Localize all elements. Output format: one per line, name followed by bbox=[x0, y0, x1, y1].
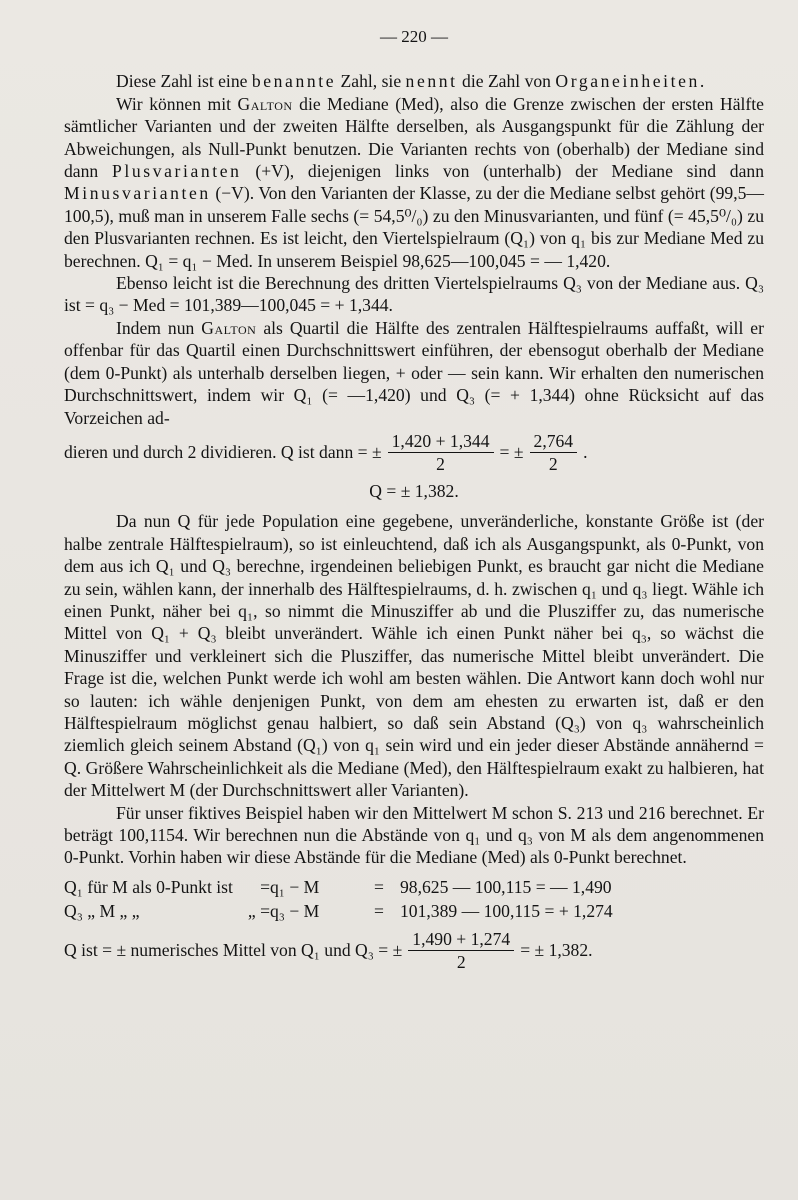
equation-text: = ± bbox=[499, 442, 524, 463]
denominator: 2 bbox=[436, 453, 445, 474]
spaced-word: Plusvarianten bbox=[112, 161, 242, 182]
calc-label: Q₁ für M als 0-Punkt ist bbox=[64, 876, 233, 897]
paragraph-3: Ebenso leicht ist die Berechnung des dritten Viertelspielraums Q₃ von der Mediane aus. Q₃ ist = q₃ − Med = 101,389—100,045 = + 1,344. bbox=[64, 273, 764, 316]
numerator: 1,490 + 1,274 bbox=[408, 929, 514, 951]
calc-value: 98,625 — 100,115 = — 1,490 bbox=[400, 876, 612, 897]
calculation-table bbox=[64, 875, 764, 923]
equation-text: Q ist = ± numerisches Mittel von Q₁ und Q₃ = ± bbox=[64, 940, 403, 961]
calc-term: q₃ − M bbox=[270, 900, 320, 921]
paragraph-1 bbox=[64, 70, 764, 92]
fraction bbox=[388, 431, 494, 474]
paragraph-6: Für unser fiktives Beispiel haben wir den Mittelwert M schon S. 213 und 216 berechnet. Er beträgt 100,1154. Wir berechnen nun die Abstände von q₁ und q₃ von M als dem angenommenen 0-Punkt. Vorhin haben wir diese Abstände für die Mediane (Med) als 0-Punkt berechnet. bbox=[64, 802, 764, 868]
calc-value: 101,389 — 100,115 = + 1,274 bbox=[400, 900, 613, 921]
numerator: 1,420 + 1,344 bbox=[388, 431, 494, 453]
equation-text: = ± 1,382. bbox=[520, 940, 593, 961]
spaced-word: benannte bbox=[251, 71, 337, 92]
equation-text: . bbox=[583, 442, 588, 463]
paragraph-4 bbox=[64, 317, 764, 429]
text: Indem nun bbox=[116, 317, 195, 338]
equation-1 bbox=[64, 431, 764, 474]
text: die Mediane (Med), also die Grenze zwischen der ersten Hälfte sämtlicher Varianten und der zweiten Hälfte derselben, als Ausgangspunkt für die Zählung der Abweichungen, als Null-Punkt benutzen. Die Varianten rechts von (oberhalb) der Mediane sind dann bbox=[64, 93, 764, 182]
equation-3 bbox=[64, 929, 764, 972]
calc-eq: = bbox=[374, 876, 384, 897]
numerator: 2,764 bbox=[530, 431, 578, 453]
spaced-word: Minusvarianten bbox=[64, 183, 211, 204]
fraction bbox=[530, 431, 578, 474]
text: Zahl, sie bbox=[340, 71, 402, 92]
text: als Quartil die Hälfte des zentralen Hälftespielraums auffaßt, will er offenbar für das Quartil einen Durchschnittswert einführen, der ebensogut oberhalb der Mediane (dem 0-Punkt) als unterhalb derselben liegen, + oder — sein kann. Wir erhalten den numerischen Durchschnittswert, indem wir Q₁ (= —1,420) und Q₃ (= + 1,344) ohne Rücksicht auf das Vorzeichen ad- bbox=[64, 317, 764, 428]
calc-term: q₁ − M bbox=[270, 876, 320, 897]
calc-eq: = bbox=[374, 900, 384, 921]
equation-2: Q = ± 1,382. bbox=[369, 480, 459, 501]
spaced-word: Organeinheiten. bbox=[555, 71, 707, 92]
calc-eq: = bbox=[260, 876, 270, 897]
calc-eq: „ = bbox=[247, 900, 270, 921]
page-content bbox=[64, 26, 764, 976]
text: (−V). Von den Varianten der Klasse, zu der die Mediane selbst gehört (99,5—100,5), muß man in unserem Falle sechs (= 54,5⁰/₀) zu den Minusvarianten, und fünf (= 45,5⁰/₀) zu den Plusvarianten rechnen. Es ist leicht, den Viertelspielraum (Q₁) von q₁ bis zur Mediane Med zu berechnen. Q₁ = q₁ − Med. In unserem Beispiel 98,625—100,045 = — 1,420. bbox=[64, 183, 764, 271]
denominator: 2 bbox=[456, 951, 466, 972]
text: Wir können mit bbox=[116, 93, 231, 114]
author-name: Galton bbox=[201, 317, 257, 338]
calc-label: Q₃ „ M „ „ bbox=[64, 900, 140, 921]
author-name: Galton bbox=[237, 93, 293, 114]
spaced-word: nennt bbox=[405, 71, 458, 92]
paragraph-2 bbox=[64, 93, 764, 272]
denominator: 2 bbox=[548, 453, 558, 474]
text: (+V), diejenigen links von (unterhalb) der Mediane sind dann bbox=[255, 161, 764, 182]
text: die Zahl von bbox=[462, 71, 551, 92]
fraction bbox=[408, 929, 514, 972]
equation-text: dieren und durch 2 dividieren. Q ist dann = ± bbox=[64, 442, 382, 463]
page-number: — 220 — bbox=[380, 27, 448, 46]
text: Diese Zahl ist eine bbox=[116, 71, 248, 92]
paragraph-5: Da nun Q für jede Population eine gegebene, unveränderliche, konstante Größe ist (der halbe zentrale Hälftespielraum), so ist einleuchtend, daß ich als Ausgangspunkt, als 0-Punkt, von dem aus ich Q₁ und Q₃ berechne, irgendeinen beliebigen Punkt, es braucht gar nicht die Mediane zu sein, wählen kann, der innerhalb des Hälftespielraums, d. h. zwischen q₁ und q₃ liegt. Wähle ich einen Punkt, näher bei q₁, so nimmt die Minusziffer ab und die Plusziffer zu, das numerische Mittel von Q₁ + Q₃ bleibt unverändert. Wähle ich einen Punkt näher bei q₃, so wächst die Minusziffer und verkleinert sich die Plusziffer, das numerische Mittel bleibt unverändert. Die Frage ist die, welchen Punkt werde ich wohl am besten wählen. Die Antwort kann doch wohl nur so lauten: ich wähle denjenigen Punkt, von dem am ehesten zu erwarten ist, daß er den Hälftespielraum möglichst genau halbiert, so daß sein Abstand (Q₃) von q₃ wahrscheinlich ziemlich gleich seinem Abstand (Q₁) von q₁ sein wird und ein jeder dieser Abstände annähernd = Q. Größere Wahrscheinlichkeit als die Mediane (Med), den Hälftespielraum exakt zu halbieren, hat der Mittelwert M (der Durchschnittswert aller Varianten). bbox=[64, 511, 764, 801]
